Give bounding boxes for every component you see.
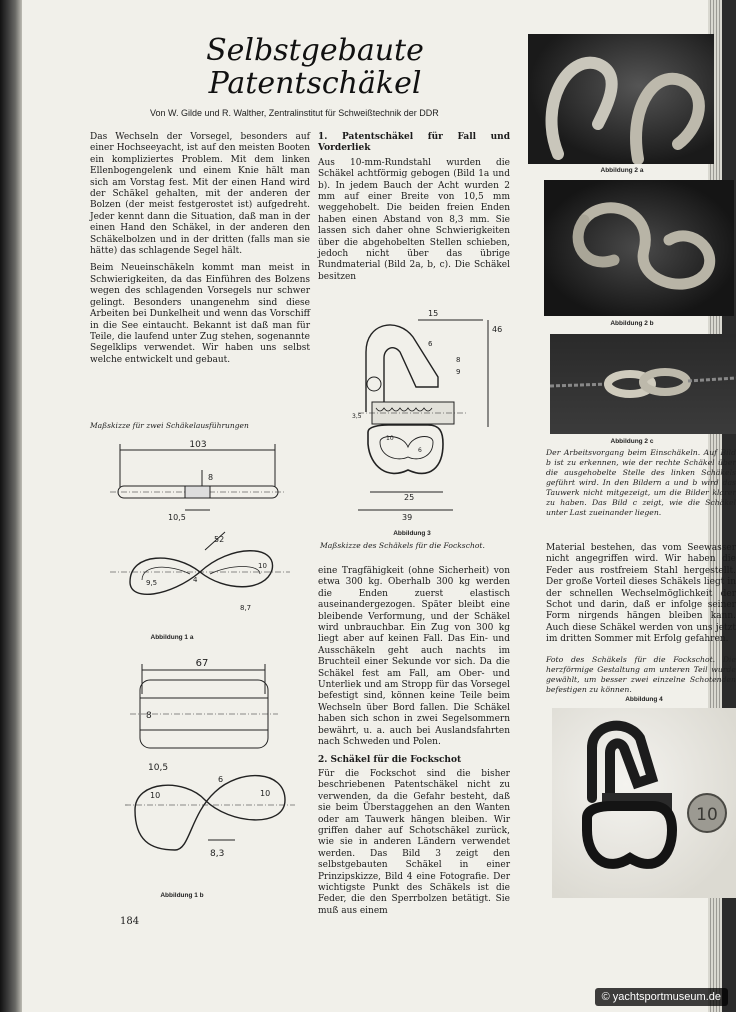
photo-2a [528, 34, 714, 164]
dim-r6: 6 [218, 775, 224, 784]
paragraph: Aus 10-mm-Rundstahl wurden die Schäkel achtförmig gebogen (Bild 1a und b). In jedem Bauch der Acht wurden 2 mm auf einer Breite von 10,5 mm weggehobelt. Die beiden freien Enden haben einen Abstand von 8,3 mm. Sie lassen sich daher ohne Schwierigkeiten über die abgehobelten Stellen schieben, jedoch nicht über das übrige Rundmaterial (Bild 2a, b, c). Die Schäkel besitzen [318, 157, 510, 282]
shackle-side-view [130, 551, 273, 595]
section-2-heading: 2. Schäkel für die Fockschot [318, 754, 462, 765]
caption-figure-3: Abbildung 3 [393, 530, 431, 537]
photo-2c [550, 334, 736, 434]
paragraph: Für die Fockschot sind die bisher beschriebenen Patentschäkel nicht zu verwenden, da die Gefahr besteht, daß sie beim Überstaggehen an den Wanten oder am Tauwerk hängen bleiben. Wir griffen daher auf Schotschäkel zurück, wie sie in anderen Ländern verwendet werden. Das Bild 3 zeigt den selbstgebauten Schäkel in einer Prinzipskizze, Bild 4 eine Fotografie. Der wichtigste Punkt des Schäkels ist die Feder, die den Sperrbolzen betätigt. Sie muß aus einem [318, 768, 510, 916]
caption-figure-2c: Abbildung 2 c [610, 438, 654, 445]
dim-25: 25 [404, 493, 415, 502]
dim-r10-a: 10 [150, 791, 161, 800]
title-line-1: Selbstgebaute [206, 33, 424, 68]
paragraph: Beim Neueinschäkeln kommt man meist in Schwierigkeiten, da das Einführen des Bolzens wegen des schlagenden Vorsegels nur schwer gelingt. Besonders unangenehm sind diese Arbeiten bei Dunkelheit und wenn das Vorschiff in die See eintaucht. Bekannt ist daß man für Teile, die laufend unter Zug stehen, sogenannte Segelklips verwendet. Wir haben uns selbst welche entwickelt und gebaut. [90, 263, 310, 365]
figure-3-subcaption: Maßskizze des Schäkels für die Fockschot. [320, 541, 485, 550]
dim-r10-b: 10 [260, 789, 271, 798]
dim-8: 8 [146, 711, 152, 721]
section-1-heading: 1. Patentschäkel für Fall und Vorderliek [318, 132, 510, 154]
paragraph: Das Wechseln der Vorsegel, besonders auf einer Hochseeyacht, ist auf den meisten Booten ein kompliziertes Problem. Mit dem linken Ellenbogengelenk und einem Knie hält man sich am Vorstag fest. Mit der einen Hand wird der Schäkel gehalten, mit der anderen der Bolzen (der meist festgerostet ist) aufgedreht. Jeder kennt dann die Situation, daß man in der einen Hand den Schäkel, in der anderen den Schäkelbolzen und in der dritten (falls man sie hätte) das schlagende Segel hält. [90, 132, 310, 257]
title-line-2: Patentschäkel [208, 66, 422, 101]
dim-39: 39 [402, 513, 413, 522]
book-spine [0, 0, 22, 1012]
dim-52: 52 [214, 535, 225, 544]
dim-length: 103 [189, 440, 207, 450]
figure-1b-drawing [90, 650, 310, 890]
dim-10-5: 10,5 [148, 763, 169, 773]
dim-r9-5: 9,5 [146, 579, 158, 587]
dim-6: 6 [428, 340, 433, 348]
magazine-page [22, 0, 736, 1012]
figure-3-drawing [318, 292, 510, 528]
dim-8-7: 8,7 [240, 604, 252, 612]
dim-9: 9 [456, 368, 461, 376]
figure-4-description: Foto des Schäkels für die Fockschot. Die herzförmige Gestaltung am unteren Teil wurde gewählt, um besser zwei einzelne Schotenden befestigen zu können. [546, 655, 736, 694]
dim-10-5: 10,5 [168, 513, 186, 522]
dim-8: 8 [208, 473, 214, 482]
column-3-text [546, 543, 736, 652]
dim-3-5: 3,5 [352, 413, 362, 420]
watermark: © yachtsportmuseum.de [595, 988, 728, 1006]
dim-8: 8 [456, 356, 461, 364]
photo-4 [552, 708, 736, 898]
caption-figure-2a: Abbildung 2 a [600, 167, 644, 174]
page-number: 184 [120, 916, 140, 927]
dim-4: 4 [193, 576, 198, 584]
caption-figure-1b: Abbildung 1 b [160, 892, 204, 899]
dim-8-3: 8,3 [210, 849, 225, 859]
paragraph: Material bestehen, das vom Seewasser nicht angegriffen wird. Wir haben die Feder aus rostfreiem Stahl hergestellt. Der große Vorteil dieses Schäkels liegt in der schnellen Wechselmöglichkeit der Schot und darin, daß er infolge seiner Form nirgends hängen bleiben kann. Auch diese Schäkel werden von uns jetzt im dritten Sommer mit Erfolg gefahren. [546, 543, 736, 645]
caption-figure-4: Abbildung 4 [625, 696, 663, 703]
dim-r10: 10 [386, 435, 394, 442]
figure-1-heading: Maßskizze für zwei Schäkelausführungen [90, 421, 249, 430]
dim-15: 15 [428, 309, 439, 318]
dim-r6: 6 [418, 447, 422, 454]
photo-2b [544, 180, 734, 316]
figure-1a-drawing [90, 432, 310, 642]
column-2-bottom [318, 566, 510, 923]
coin-value: 10 [696, 805, 718, 825]
figure-2-description: Der Arbeitsvorgang beim Einschäkeln. Auf Bild b ist zu erkennen, wie der rechte Schäkel über die ausgehobelte Stelle des linken Schäkels geführt wird. In den Bildern a und b wird das Tauwerk nicht mitgezeigt, um die Bilder klarer zu haben. Das Bild c zeigt, wie die Schäkel unter Last zueinander liegen. [546, 448, 736, 517]
dim-length: 67 [195, 658, 209, 669]
column-1 [90, 132, 310, 372]
dim-46: 46 [492, 325, 503, 334]
byline: Von W. Gilde und R. Walther, Zentralinstitut für Schweißtechnik der DDR [150, 108, 439, 118]
paragraph: eine Tragfähigkeit (ohne Sicherheit) von etwa 300 kg. Oberhalb 300 kg werden die Enden zuerst elastisch auseinandergezogen. Später bleibt eine bleibende Verformung, und der Schäkel wird unbrauchbar. Ein Zug von 300 kg liegt aber auf keinen Fall. Das Ein- und Ausschäkeln geht auch nachts im Bruchteil einer Sekunde vor sich. Da die Schäkel fest am Fall, am Ober- und Unterliek und am Stropp für das Vorsegel befestigt sind, können keine Teile beim Wechseln über Bord fallen. Die Schäkel haben sich schon in zwei Segelsommern bewährt, u. a. auch bei Auslandsfahrten nach Schweden und Polen. [318, 566, 510, 748]
caption-figure-1a: Abbildung 1 a [150, 634, 194, 641]
column-2-top [318, 132, 510, 289]
article-title [190, 34, 440, 100]
caption-figure-2b: Abbildung 2 b [610, 320, 654, 327]
dim-r10: 10 [258, 562, 267, 570]
